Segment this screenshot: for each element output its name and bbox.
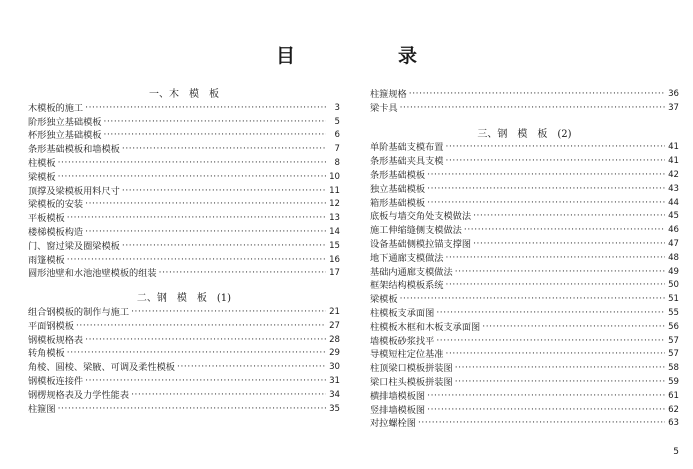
toc-entry-page: 7: [334, 144, 340, 155]
dot-leader: [427, 183, 665, 197]
toc-entry[interactable]: [28, 116, 340, 130]
toc-entry-title: 组合钢模板的制作与施工: [28, 306, 130, 318]
dot-leader: [85, 226, 326, 240]
toc-entry[interactable]: [370, 279, 679, 293]
toc-entry-title: 角棱、圆棱、梁腋、可调及柔性模板: [28, 362, 175, 374]
toc-entry[interactable]: [28, 212, 340, 226]
toc-entry-page: 61: [668, 390, 679, 401]
toc-entry[interactable]: [28, 198, 340, 212]
toc-entry-page: 62: [668, 404, 679, 415]
toc-entry-page: 59: [668, 376, 679, 387]
toc-entry-list: [370, 88, 679, 116]
toc-entry-page: 41: [668, 156, 679, 167]
toc-entry-title: 柱模板木框和木板支承面图: [370, 321, 481, 333]
toc-entry-title: 阶形独立基础模板: [28, 116, 102, 128]
toc-entry-title: 顶撑及梁模板用料尺寸: [28, 185, 120, 197]
toc-entry[interactable]: [28, 240, 340, 254]
toc-entry[interactable]: [370, 307, 679, 321]
toc-entry[interactable]: [28, 102, 340, 116]
toc-entry[interactable]: [28, 157, 340, 171]
dot-leader: [85, 334, 326, 348]
toc-entry-title: 对拉螺栓图: [370, 418, 416, 430]
toc-entry-page: 57: [668, 335, 679, 346]
toc-entry-page: 12: [329, 199, 340, 210]
toc-entry-title: 底板与墙交角处支模做法: [370, 211, 472, 223]
toc-entry-title: 条形基础模板: [370, 169, 426, 181]
toc-entry[interactable]: [28, 129, 340, 143]
toc-entry-page: 49: [668, 266, 679, 277]
toc-entry-title: 柱模板: [28, 157, 56, 169]
toc-entry[interactable]: [28, 320, 340, 334]
toc-entry-page: 45: [668, 211, 679, 222]
toc-entry[interactable]: [370, 224, 679, 238]
toc-entry-page: 63: [668, 418, 679, 429]
toc-entry[interactable]: [370, 266, 679, 280]
dot-leader: [409, 88, 665, 102]
dot-leader: [446, 279, 666, 293]
dot-leader: [473, 210, 665, 224]
dot-leader: [436, 307, 665, 321]
toc-entry-page: 36: [668, 89, 679, 99]
toc-entry-page: 15: [329, 240, 340, 251]
toc-entry-page: 31: [329, 375, 340, 386]
toc-entry-title: 门、窗过梁及圈梁模板: [28, 240, 120, 252]
toc-entry[interactable]: [28, 185, 340, 199]
section-heading: 三、钢 模 板 (2): [477, 128, 572, 140]
toc-entry-page: 16: [329, 254, 340, 265]
toc-entry-page: 10: [329, 171, 340, 182]
toc-entry-title: 导模短柱定位基准: [370, 349, 444, 361]
dot-leader: [482, 321, 665, 335]
toc-entry-title: 柱顶梁口模板拼装图: [370, 363, 453, 375]
toc-entry-title: 梁卡具: [370, 102, 398, 114]
dot-leader: [122, 143, 326, 157]
toc-entry-page: 43: [668, 183, 679, 194]
toc-entry-page: 30: [329, 362, 340, 373]
toc-entry[interactable]: [370, 417, 679, 431]
toc-entry-page: 13: [329, 213, 340, 224]
toc-left-column: [28, 88, 340, 416]
dot-leader: [446, 141, 666, 155]
toc-entry[interactable]: [370, 362, 679, 376]
toc-entry-title: 钢楞规格表及力学性能表: [28, 389, 130, 401]
toc-entry-page: 50: [668, 280, 679, 291]
toc-entry-title: 钢模板规格表: [28, 334, 84, 346]
toc-entry-title: 柱箍图: [28, 403, 56, 415]
dot-leader: [131, 306, 326, 320]
toc-entry-page: 51: [668, 294, 679, 305]
dot-leader: [400, 293, 665, 307]
dot-leader: [427, 404, 665, 418]
toc-entry-title: 竖排墙模板图: [370, 404, 426, 416]
dot-leader: [446, 348, 666, 362]
toc-entry-title: 杯形独立基础模板: [28, 130, 102, 142]
dot-leader: [464, 224, 665, 238]
toc-entry[interactable]: [28, 334, 340, 348]
toc-entry-page: 41: [668, 142, 679, 153]
toc-entry-page: 28: [329, 334, 340, 345]
toc-entry[interactable]: [28, 267, 340, 281]
toc-entry[interactable]: [370, 238, 679, 252]
toc-entry[interactable]: [28, 254, 340, 268]
dot-leader: [436, 335, 665, 349]
toc-entry[interactable]: [28, 347, 340, 361]
toc-entry[interactable]: [370, 155, 679, 169]
toc-entry-page: 57: [668, 349, 679, 360]
toc-entry-page: 5: [334, 116, 340, 127]
toc-entry[interactable]: [370, 376, 679, 390]
toc-entry-title: 独立基础模板: [370, 183, 426, 195]
toc-entry-title: 钢模板连接件: [28, 375, 84, 387]
toc-entry-page: 42: [668, 169, 679, 180]
toc-entry-title: 转角模板: [28, 348, 65, 360]
toc-right-column: [370, 88, 679, 431]
page-title: 目 录: [275, 45, 459, 67]
toc-entry-page: 17: [329, 268, 340, 279]
dot-leader: [85, 102, 326, 116]
toc-entry-title: 框架结构模板系统: [370, 280, 444, 292]
dot-leader: [427, 197, 665, 211]
toc-entry[interactable]: [370, 102, 679, 116]
dot-leader: [455, 266, 665, 280]
toc-entry-title: 雨篷模板: [28, 254, 65, 266]
toc-entry[interactable]: [28, 375, 340, 389]
toc-entry-title: 单阶基础支模布置: [370, 142, 444, 154]
dot-leader: [473, 238, 665, 252]
toc-entry-title: 横排墙模板图: [370, 390, 426, 402]
toc-entry-title: 梁口柱头模板拼装图: [370, 376, 453, 388]
dot-leader: [76, 320, 326, 334]
toc-entry-page: 34: [329, 389, 340, 400]
toc-entry-page: 3: [334, 102, 340, 113]
toc-entry[interactable]: [370, 197, 679, 211]
toc-entry-page: 21: [329, 306, 340, 317]
dot-leader: [427, 169, 665, 183]
toc-entry-list: [28, 306, 340, 416]
section-heading: 二、钢 模 板 (1): [136, 293, 232, 305]
dot-leader: [455, 362, 665, 376]
dot-leader: [177, 361, 326, 375]
toc-entry-title: 施工伸缩缝侧支模做法: [370, 225, 462, 237]
toc-entry[interactable]: [370, 169, 679, 183]
toc-entry-title: 梁模板的安装: [28, 199, 84, 211]
toc-entry[interactable]: [370, 183, 679, 197]
dot-leader: [104, 116, 327, 130]
toc-entry-page: 14: [329, 226, 340, 237]
toc-entry-title: 地下通廊支模做法: [370, 252, 444, 264]
toc-entry-title: 平面钢模板: [28, 320, 74, 332]
toc-entry-list: [28, 102, 340, 281]
dot-leader: [122, 240, 326, 254]
toc-entry-title: 箱形基础模板: [370, 197, 426, 209]
toc-entry-page: 11: [329, 185, 340, 196]
toc-entry[interactable]: [28, 226, 340, 240]
dot-leader: [418, 417, 665, 431]
dot-leader: [67, 347, 326, 361]
toc-entry-title: 梁模板: [370, 294, 398, 306]
toc-entry[interactable]: [28, 403, 340, 417]
dot-leader: [67, 254, 326, 268]
dot-leader: [104, 129, 327, 143]
page-number: 5: [673, 447, 679, 457]
toc-entry[interactable]: [370, 390, 679, 404]
dot-leader: [446, 252, 666, 266]
toc-entry-title: 条形基础模板和墙模板: [28, 144, 120, 156]
dot-leader: [85, 375, 326, 389]
toc-entry-page: 44: [668, 197, 679, 208]
toc-entry-title: 条形基础夹具支模: [370, 156, 444, 168]
toc-entry-title: 设备基础侧模拉锚支撑图: [370, 238, 472, 250]
toc-entry-title: 柱模板支承面图: [370, 307, 435, 319]
toc-entry[interactable]: [370, 335, 679, 349]
toc-entry-page: 56: [668, 321, 679, 332]
toc-entry-title: 楼梯模板构造: [28, 226, 84, 238]
dot-leader: [400, 102, 665, 116]
toc-entry[interactable]: [370, 210, 679, 224]
dot-leader: [58, 171, 326, 185]
toc-entry-page: 47: [668, 238, 679, 249]
toc-entry[interactable]: [370, 88, 679, 102]
toc-entry[interactable]: [28, 143, 340, 157]
dot-leader: [446, 155, 666, 169]
toc-entry-page: 27: [329, 320, 340, 331]
dot-leader: [58, 157, 326, 171]
toc-entry[interactable]: [370, 252, 679, 266]
toc-entry-title: 基础内通廊支模做法: [370, 266, 453, 278]
dot-leader: [85, 198, 326, 212]
toc-entry-page: 6: [334, 130, 340, 141]
toc-entry-page: 37: [668, 102, 679, 113]
toc-entry-page: 35: [329, 403, 340, 414]
toc-entry[interactable]: [370, 321, 679, 335]
toc-entry-page: 48: [668, 252, 679, 263]
dot-leader: [427, 390, 665, 404]
toc-entry[interactable]: [370, 141, 679, 155]
toc-entry[interactable]: [28, 389, 340, 403]
toc-entry-title: 圆形池壁和水池池壁模板的组装: [28, 268, 157, 280]
toc-entry[interactable]: [28, 361, 340, 375]
toc-entry[interactable]: [370, 348, 679, 362]
dot-leader: [58, 403, 326, 417]
toc-entry-page: 55: [668, 307, 679, 318]
dot-leader: [159, 267, 326, 281]
toc-entry-page: 58: [668, 363, 679, 374]
dot-leader: [122, 185, 326, 199]
toc-entry-title: 墙模板砂浆找平: [370, 335, 435, 347]
dot-leader: [131, 389, 326, 403]
toc-entry-page: 46: [668, 225, 679, 236]
toc-entry-title: 木模板的施工: [28, 102, 84, 114]
toc-entry-title: 平板模板: [28, 213, 65, 225]
toc-entry[interactable]: [28, 171, 340, 185]
dot-leader: [455, 376, 665, 390]
toc-entry-title: 梁模板: [28, 171, 56, 183]
toc-entry[interactable]: [370, 404, 679, 418]
toc-entry-list: [370, 141, 679, 431]
section-heading: 一、木 模 板: [149, 89, 219, 100]
toc-entry-page: 8: [334, 157, 340, 168]
dot-leader: [67, 212, 326, 226]
toc-entry-title: 柱箍规格: [370, 89, 407, 100]
toc-entry[interactable]: [28, 306, 340, 320]
toc-entry[interactable]: [370, 293, 679, 307]
toc-entry-page: 29: [329, 348, 340, 359]
